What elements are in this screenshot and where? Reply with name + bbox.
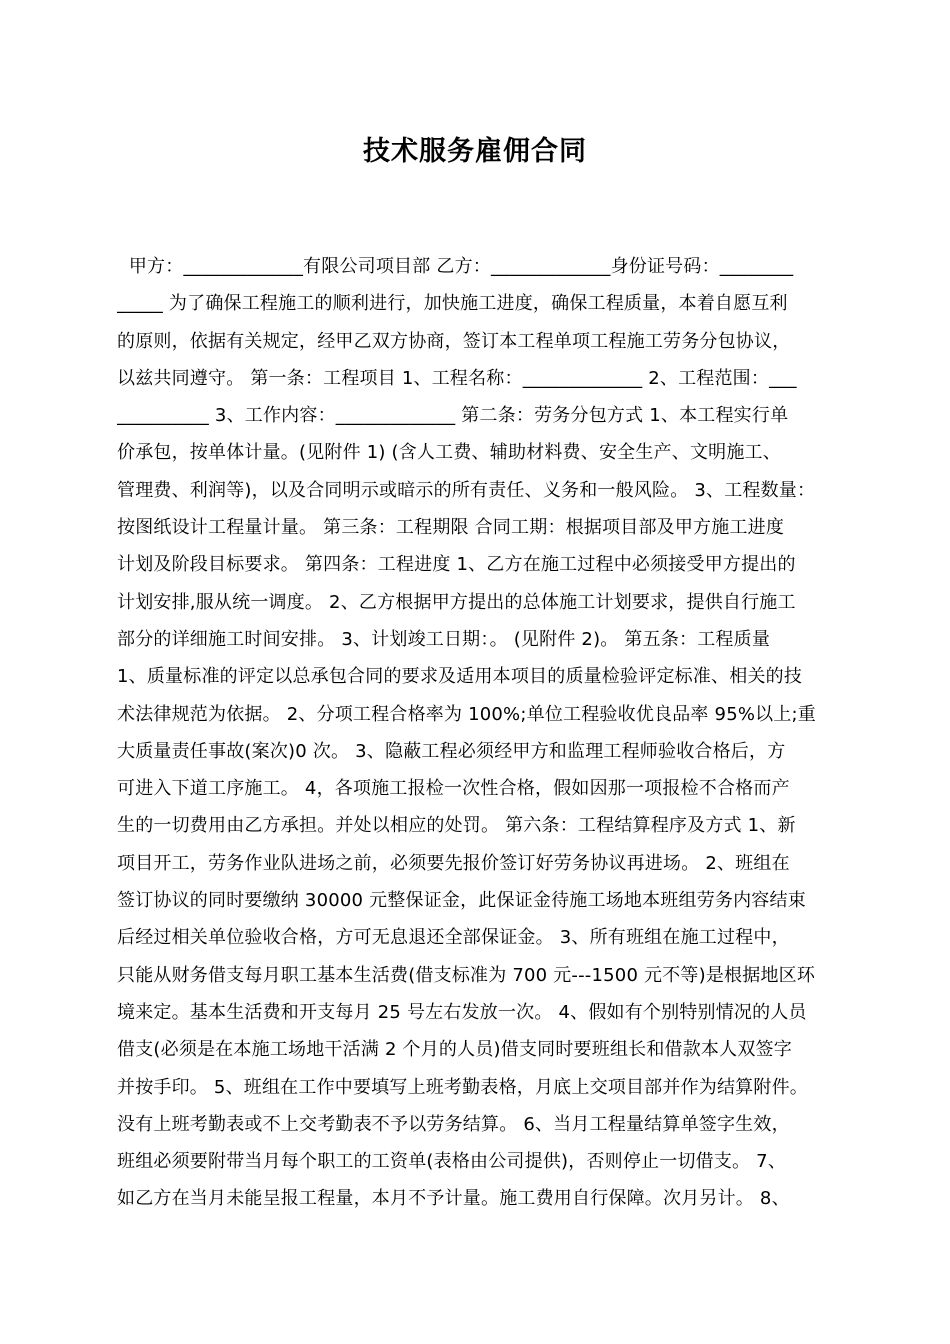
body-line: 术法律规范为依据。 2、分项工程合格率为 100%;单位工程验收优良品率 95%以上;重 — [117, 703, 817, 725]
body-line: 后经过相关单位验收合格，方可无息退还全部保证金。 3、所有班组在施工过程中， — [117, 927, 790, 949]
body-line: 并按手印。 5、班组在工作中要填写上班考勤表格，月底上交项目部并作为结算附件。 — [117, 1076, 808, 1098]
document-body — [117, 248, 842, 1218]
body-line: _____ 为了确保工程施工的顺利进行，加快施工进度，确保工程质量，本着自愿互利 — [117, 293, 788, 315]
body-line: 可进入下道工序施工。 4，各项施工报检一次性合格，假如因那一项报检不合格而产 — [117, 778, 790, 800]
body-line: 借支(必须是在本施工场地干活满 2 个月的人员)借支同时要班组长和借款本人双签字 — [117, 1039, 792, 1061]
body-line: 项目开工，劳务作业队进场之前，必须要先报价签订好劳务协议再进场。 2、班组在 — [117, 852, 790, 874]
body-line: 计划及阶段目标要求。 第四条：工程进度 1、乙方在施工过程中必须接受甲方提出的 — [117, 554, 796, 576]
body-line: 没有上班考勤表或不上交考勤表不予以劳务结算。 6、当月工程量结算单签字生效， — [117, 1113, 790, 1135]
body-line: 签订协议的同时要缴纳 30000 元整保证金，此保证金待施工场地本班组劳务内容结束 — [117, 890, 806, 912]
body-line: 按图纸设计工程量计量。 第三条：工程期限 合同工期：根据项目部及甲方施工进度 — [117, 517, 785, 539]
body-line: 的原则，依据有关规定，经甲乙双方协商，签订本工程单项工程施工劳务分包协议， — [117, 330, 791, 352]
body-line: 生的一切费用由乙方承担。并处以相应的处罚。 第六条：工程结算程序及方式 1、新 — [117, 815, 796, 837]
body-line: 部分的详细施工时间安排。 3、计划竣工日期：。 (见附件 2)。 第五条：工程质量 — [117, 628, 771, 650]
body-line: 计划安排,服从统一调度。 2、乙方根据甲方提出的总体施工计划要求，提供自行施工 — [117, 591, 796, 613]
body-line: 价承包，按单体计量。(见附件 1) (含人工费、辅助材料费、安全生产、文明施工、 — [117, 442, 781, 464]
body-line: 以兹共同遵守。 第一条：工程项目 1、工程名称：_____________ 2、工程范围：___ — [117, 367, 797, 389]
body-line: 管理费、利润等)，以及合同明示或暗示的所有责任、义务和一般风险。 3、工程数量： — [117, 479, 816, 501]
body-line: 大质量责任事故(案次)0 次。 3、隐蔽工程必须经甲方和监理工程师验收合格后，方 — [117, 740, 786, 762]
body-line: 境来定。基本生活费和开支每月 25 号左右发放一次。 4、假如有个别特别情况的人员 — [117, 1001, 807, 1023]
body-line: __________ 3、工作内容：_____________ 第二条：劳务分包方式 1、本工程实行单 — [117, 405, 789, 427]
document-title: 技术服务雇佣合同 — [363, 136, 587, 167]
body-line: 1、质量标准的评定以总承包合同的要求及适用本项目的质量检验评定标准、相关的技 — [117, 666, 803, 688]
body-line: 甲方：_____________有限公司项目部 乙方：_____________身份证号码：________ — [117, 256, 794, 277]
body-line: 班组必须要附带当月每个职工的工资单(表格由公司提供)，否则停止一切借支。 7、 — [117, 1151, 787, 1173]
body-line: 只能从财务借支每月职工基本生活费(借支标准为 700 元---1500 元不等)是根据地区环 — [117, 964, 816, 986]
body-line: 如乙方在当月未能呈报工程量，本月不予计量。施工费用自行保障。次月另计。 8、 — [117, 1188, 790, 1210]
